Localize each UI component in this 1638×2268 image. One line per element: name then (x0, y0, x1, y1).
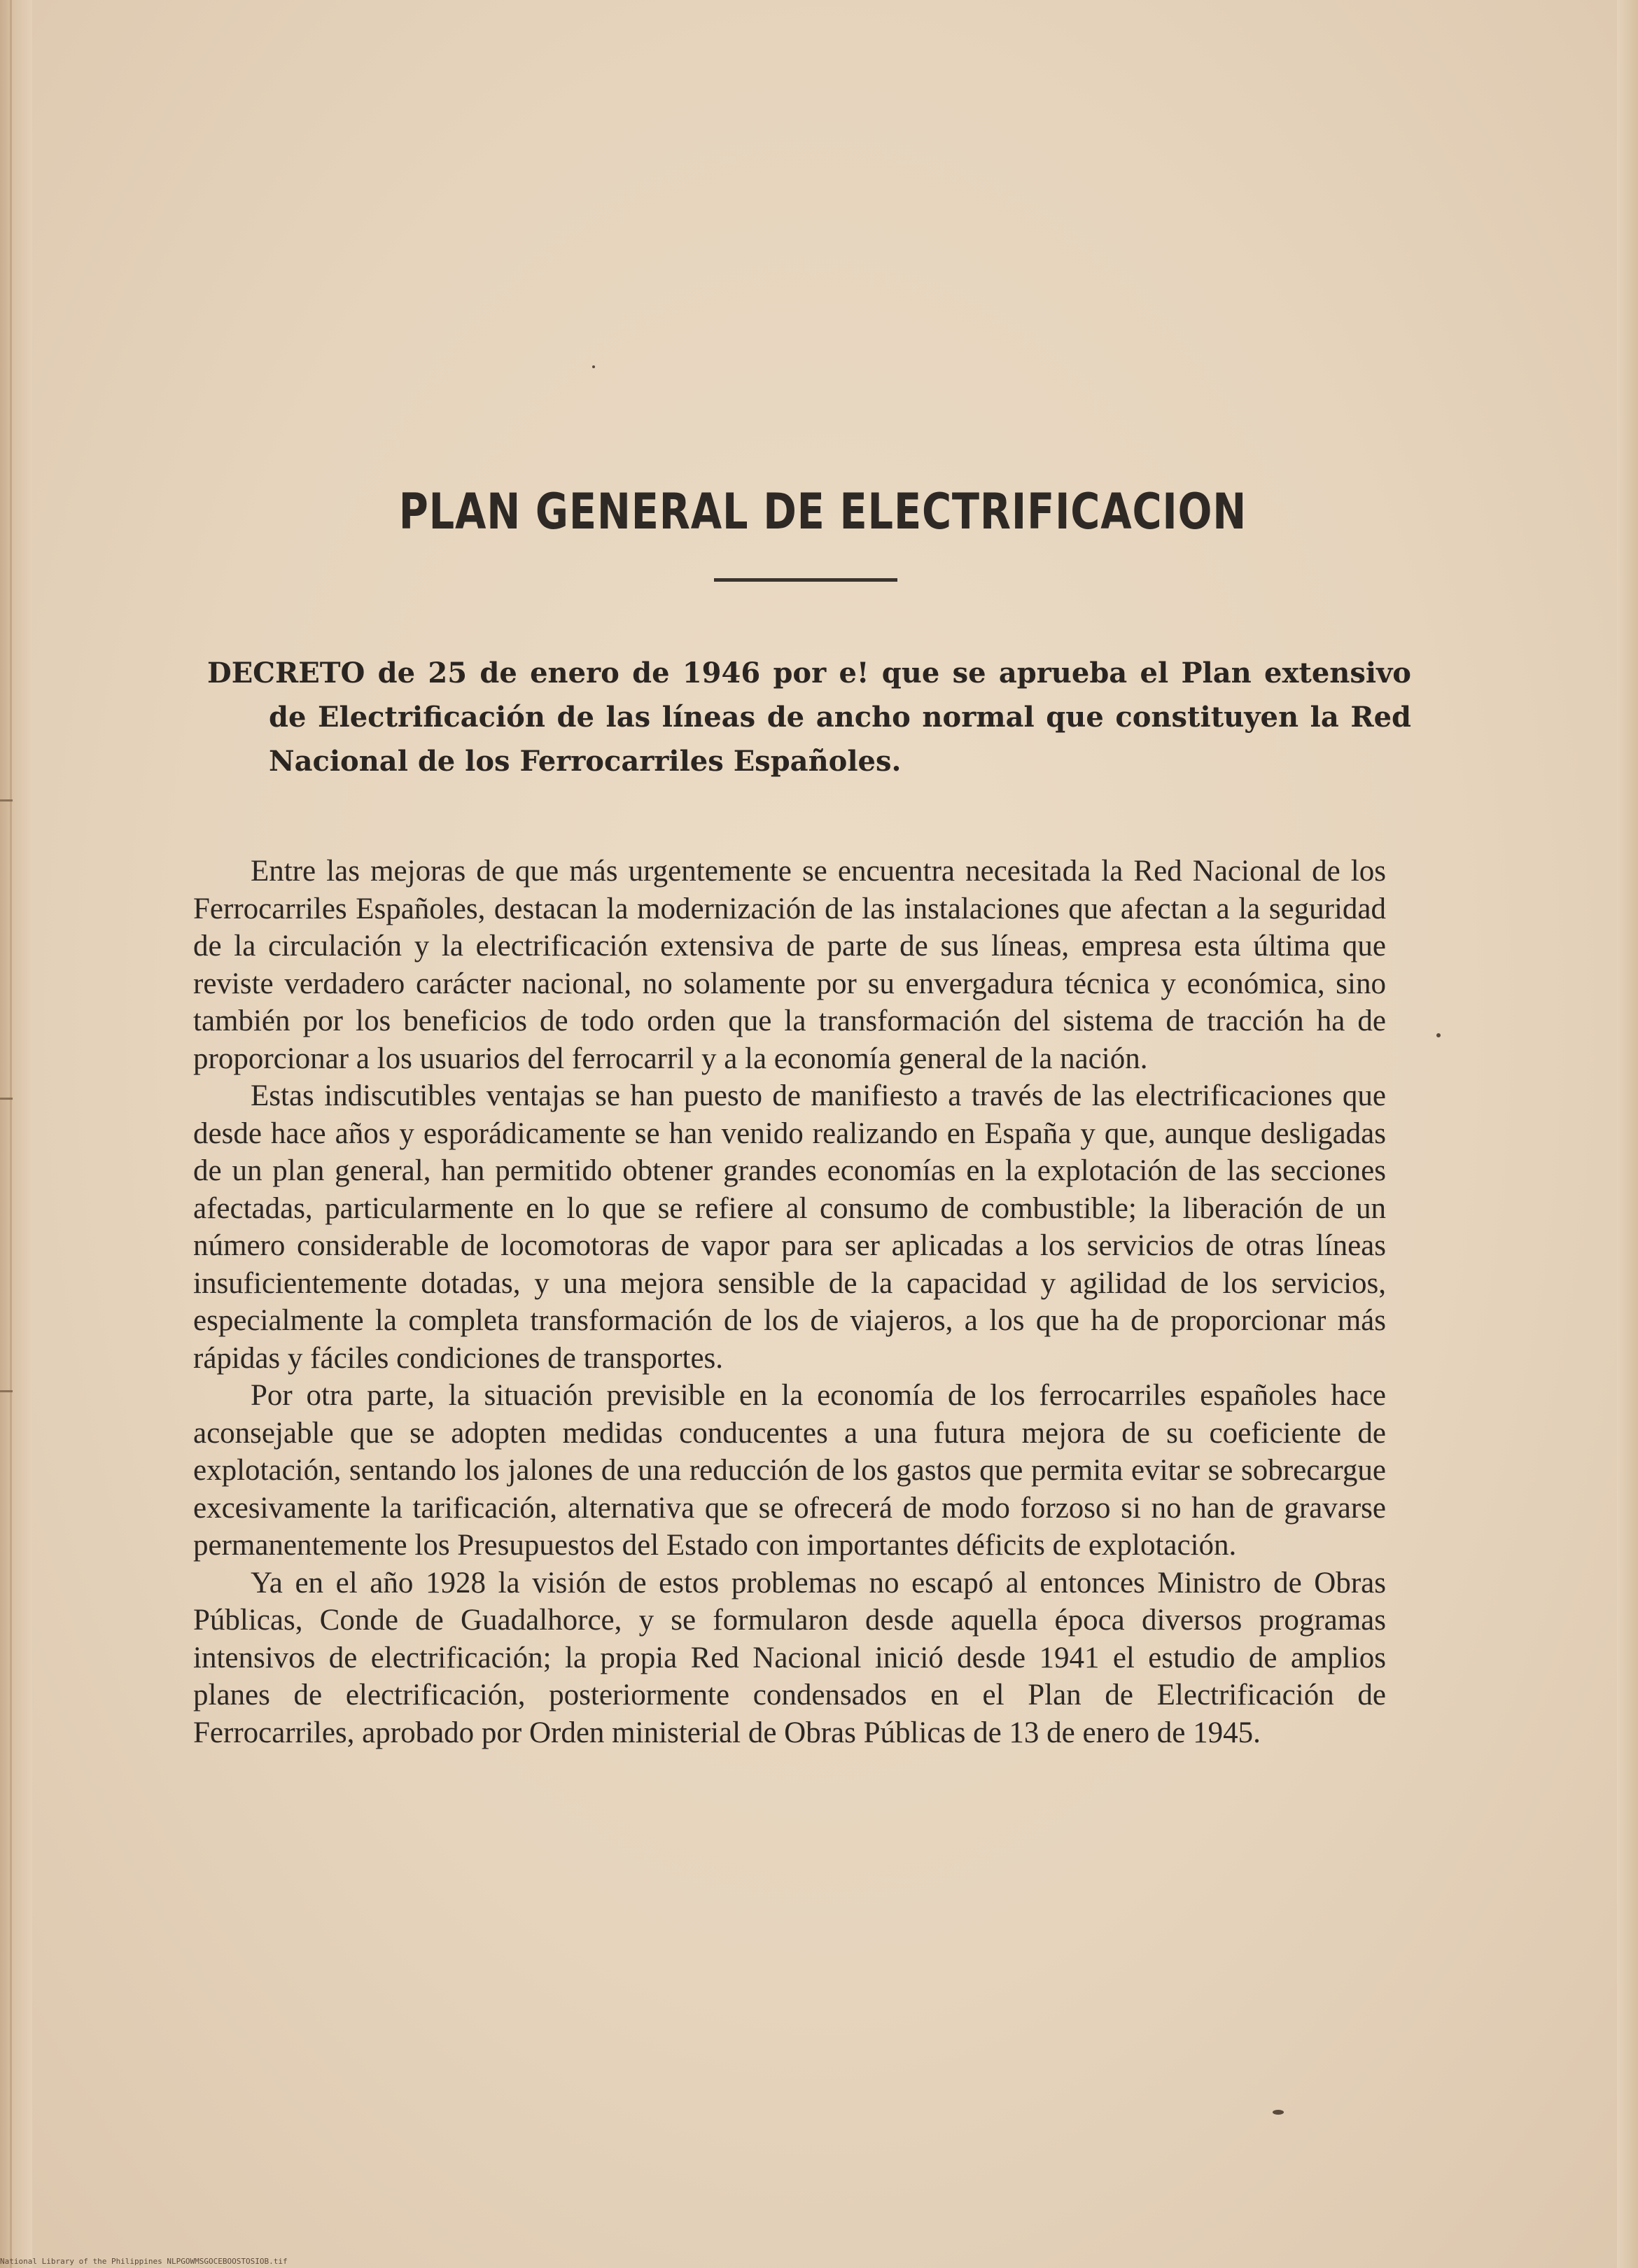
scan-footer-caption: National Library of the Philippines NLPGOWMSGOCEBOOSTOSIOB.tif (0, 2257, 288, 2266)
book-binding-edge (0, 0, 32, 2268)
decree-lead: DECRETO (207, 657, 365, 690)
margin-mark (0, 1390, 13, 1392)
paper-speck (1273, 2110, 1284, 2115)
decree-heading (207, 651, 1411, 783)
paper-speck (592, 365, 595, 368)
decree-heading-text (207, 651, 1411, 783)
page-title: PLAN GENERAL DE ELECTRIFICACION (398, 483, 1247, 540)
decree-text: de 25 de enero de 1946 por e! que se aprueba el Plan extensivo de Electrificación de las líneas de ancho normal que constituyen la Red Nacional de los Ferrocarriles Españoles. (269, 657, 1411, 778)
paper-speck (1436, 1033, 1441, 1037)
body-text (193, 853, 1386, 1751)
paragraph: Estas indiscutibles ventajas se han puesto de manifiesto a través de las electrificaciones que desde hace años y esporádicamente se han venido realizando en España y que, aunque desligadas de un plan general, han permitido obtener grandes economías en la explotación de las secciones afectadas, particularmente en lo que se refiere al consumo de combustible; la liberación de un número considerable de locomotoras de vapor para ser aplicadas a los servicios de otras líneas insuficientemente dotadas, y una mejora sensible de la capacidad y agilidad de los servicios, especialmente la completa transformación de los de viajeros, a los que ha de proporcionar más rápidas y fáciles condiciones de transportes. (193, 1079, 1386, 1375)
title-underline-rule (714, 578, 897, 582)
margin-mark (0, 799, 13, 802)
margin-mark (0, 1098, 13, 1100)
paragraph: Ya en el año 1928 la visión de estos problemas no escapó al entonces Ministro de Obras Públicas, Conde de Guadalhorce, y se formularon desde aquella época diversos programas intensivos de electrificación; la propia Red Nacional inició desde 1941 el estudio de amplios planes de electrificación, posteriormente condensados en el Plan de Electrificación de Ferrocarriles, aprobado por Orden ministerial de Obras Públicas de 13 de enero de 1945. (193, 1566, 1386, 1749)
paragraph: Entre las mejoras de que más urgentemente se encuentra necesitada la Red Nacional de los Ferrocarriles Españoles, destacan la modernización de las instalaciones que afectan a la seguridad de la circulación y la electrificación extensiva de parte de sus líneas, empresa esta última que reviste verdadero carácter nacional, no solamente por su envergadura técnica y económica, sino también por los beneficios de todo orden que la transformación del sistema de tracción ha de proporcionar a los usuarios del ferrocarril y a la economía general de la nación. (193, 855, 1386, 1075)
binding-crease (10, 0, 12, 2268)
page-right-edge (1617, 0, 1638, 2268)
paragraph: Por otra parte, la situación previsible en la economía de los ferrocarriles españoles hace aconsejable que se adopten medidas conducentes a una futura mejora de su coeficiente de explotación, sentando los jalones de una reducción de los gastos que permita evitar se sobrecargue excesivamente la tarificación, alternativa que se ofrecerá de modo forzoso si no han de gravarse permanentemente los Presupuestos del Estado con importantes déficits de explotación. (193, 1379, 1386, 1562)
